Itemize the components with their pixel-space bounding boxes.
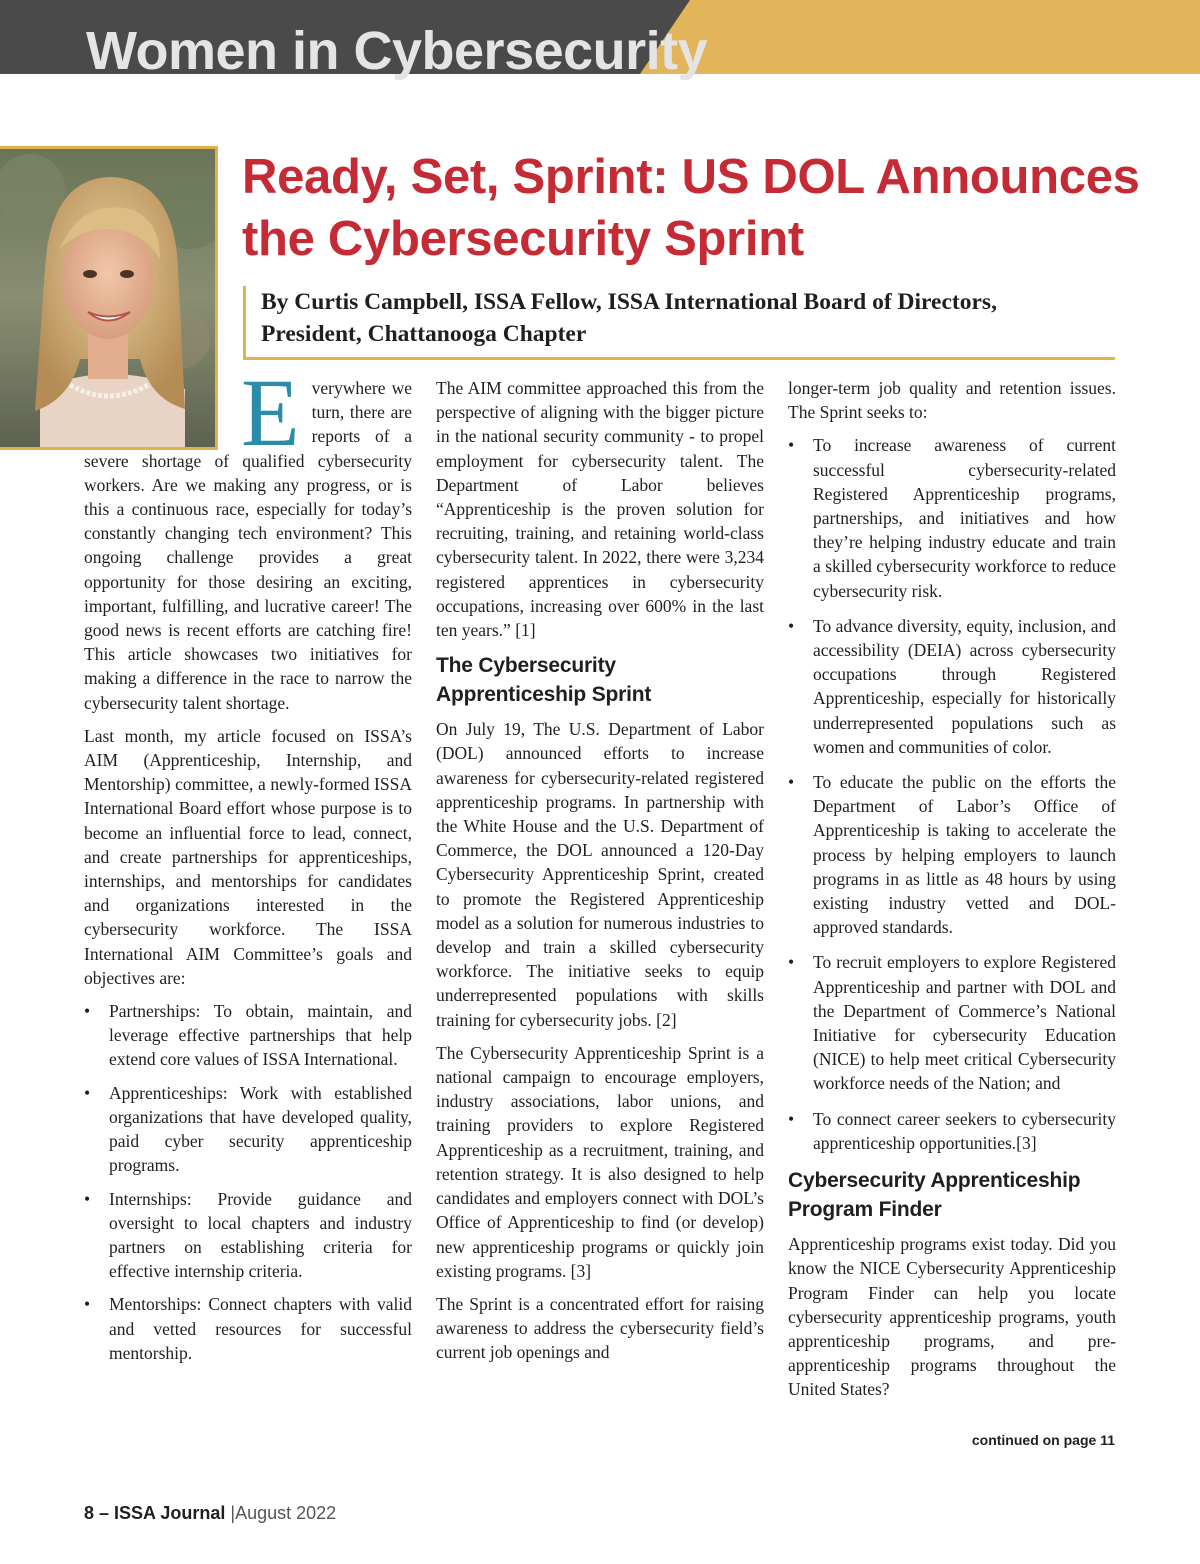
issue-date: August 2022 <box>235 1503 337 1523</box>
intro-paragraph <box>84 359 412 715</box>
list-item <box>84 1081 412 1178</box>
bullet-icon: • <box>788 615 795 636</box>
aim-paragraph: Last month, my article focused on ISSA’s AIM (Apprenticeship, Internship, and Mentorship) committee, a newly-formed ISSA International Board effort whose purpose is to become an influential force to lead, connect, and create partnerships for apprenticeships, internships, and mentorships for candidates and organizations interested in the cybersecurity workforce. The ISSA International AIM Committee’s goals and objectives are: <box>84 725 412 988</box>
subheading-program-finder: Cybersecurity Apprenticeship Program Finder <box>788 1169 1081 1222</box>
list-item <box>788 770 1116 939</box>
list-item-text: Internships: Provide guidance and oversight to local chapters and industry partners on establishing criteria for effective internship criteria. <box>109 1188 412 1282</box>
column-1 <box>84 359 412 1374</box>
header-banner <box>0 0 1200 81</box>
continued-link[interactable]: continued on page 11 <box>971 1432 1115 1448</box>
body-paragraph: On July 19, The U.S. Department of Labor (DOL) announced efforts to increase awareness for cybersecurity-related registered apprenticeship programs. In partnership with the White House and the U.S. Department of Commerce, the DOL announced a 120-Day Cybersecurity Apprenticeship Sprint, created to promote the Registered Apprenticeship model as a solution for numerous industries to develop and train a skilled cybersecurity workforce. The initiative seeks to equip underrepresented populations with skills training for cybersecurity jobs. [2] <box>436 719 764 1030</box>
footer-separator: | <box>230 1503 236 1523</box>
list-item <box>788 614 1116 759</box>
bullet-icon: • <box>788 952 795 973</box>
list-item-text: To educate the public on the efforts the Department of Labor’s Office of Apprenticeship is taking to accelerate the process by helping employers to launch programs in as little as 48 hours by using existing industry vetted and DOL- approved standards. <box>813 772 1116 938</box>
list-item <box>84 1292 412 1365</box>
page-number-label: 8 – ISSA Journal <box>84 1503 226 1523</box>
section-title: Women in Cybersecurity <box>86 21 708 81</box>
list-item-text: To connect career seekers to cybersecurity apprenticeship opportunities.[3] <box>813 1108 1116 1153</box>
list-item <box>788 433 1116 602</box>
column-3 <box>788 376 1116 1411</box>
intro-text: verywhere we turn, there are reports of a severe shortage of qualified cybersecurity workers. Are we making any progress, or is this a continuous race, especially for today’s constantly changing tech environment? This ongoing challenge provides a great opportunity for those desiring an exciting, important, fulfilling, and lucrative career! The good news is recent efforts are catching fire! This article showcases two initiatives for making a difference in the race to narrow the cybersecurity talent shortage. <box>84 378 412 713</box>
bullet-icon: • <box>84 1082 91 1103</box>
bullet-icon: • <box>84 1001 91 1022</box>
byline-line-1: By Curtis Campbell, ISSA Fellow, ISSA International Board of Directors, <box>261 289 997 315</box>
subheading-sprint: The Cybersecurity Apprenticeship Sprint <box>436 654 652 707</box>
bullet-icon: • <box>788 1108 795 1129</box>
body-paragraph: The AIM committee approached this from the perspective of aligning with the bigger picture in the national security community - to propel employment for cybersecurity talent. The Department of Labor believes “Apprenticeship is the proven solution for recruiting, training, and retaining world-class cybersecurity talent. In 2022, there were 3,234 registered apprentices in cybersecurity occupations, increasing over 600% in the last ten years.” [1] <box>436 378 764 641</box>
byline <box>243 286 1115 360</box>
list-item <box>788 950 1116 1095</box>
bullet-icon: • <box>788 772 795 793</box>
page-footer <box>84 1503 336 1524</box>
body-paragraph: Apprenticeship programs exist today. Did you know the NICE Cybersecurity Apprenticeship Program Finder can help you locate cybersecurity apprenticeship programs, youth apprenticeship programs, and pre-apprenticeship programs throughout the United States? <box>788 1234 1116 1400</box>
list-item <box>84 1187 412 1284</box>
list-item-text: Partnerships: To obtain, maintain, and leverage effective partnerships that help extend core values of ISSA International. <box>109 1001 412 1070</box>
bullet-icon: • <box>84 1294 91 1315</box>
column-2 <box>436 376 764 1374</box>
body-paragraph: The Sprint is a concentrated effort for raising awareness to address the cybersecurity field’s current job openings and <box>436 1293 764 1363</box>
list-item <box>788 1107 1116 1155</box>
list-item-text: To increase awareness of current successful cybersecurity-related Registered Apprenticeship programs, partnerships, and initiatives and how they’re helping industry educate and train a skilled cybersecurity workforce to reduce cybersecurity risk. <box>813 435 1116 601</box>
list-item-text: Mentorships: Connect chapters with valid and vetted resources for successful mentorship. <box>109 1294 412 1363</box>
list-item <box>84 999 412 1072</box>
list-item-text: To advance diversity, equity, inclusion, and accessibility (DEIA) across cybersecurity occupations through Registered Apprenticeship, especially for historically underrepresented populations such as women and communities of color. <box>813 615 1116 757</box>
byline-line-2: President, Chattanooga Chapter <box>261 321 587 347</box>
aim-goals-list <box>84 999 412 1365</box>
drop-cap: E <box>241 359 300 466</box>
body-paragraph: The Cybersecurity Apprenticeship Sprint is a national campaign to encourage employers, industry associations, labor unions, and training providers to explore Registered Apprenticeship as a recruitment, training, and retention strategy. It is also designed to help candidates and employers connect with DOL’s Office of Apprenticeship to find (or develop) new apprenticeship programs or quickly join existing programs. [3] <box>436 1042 764 1281</box>
bullet-icon: • <box>84 1188 91 1209</box>
body-paragraph: longer-term job quality and retention issues. The Sprint seeks to: <box>788 378 1116 423</box>
list-item-text: To recruit employers to explore Registered Apprenticeship and partner with DOL and the Department of Commerce’s National Initiative for cybersecurity Education (NICE) to help meet critical Cybersecurity workforce needs of the Nation; and <box>813 952 1116 1094</box>
list-item-text: Apprenticeships: Work with established organizations that have developed quality, paid cyber security apprenticeship programs. <box>109 1082 412 1176</box>
sprint-goals-list <box>788 433 1116 1155</box>
article-title: Ready, Set, Sprint: US DOL Announces the Cybersecurity Sprint <box>242 150 1140 266</box>
bullet-icon: • <box>788 435 795 456</box>
